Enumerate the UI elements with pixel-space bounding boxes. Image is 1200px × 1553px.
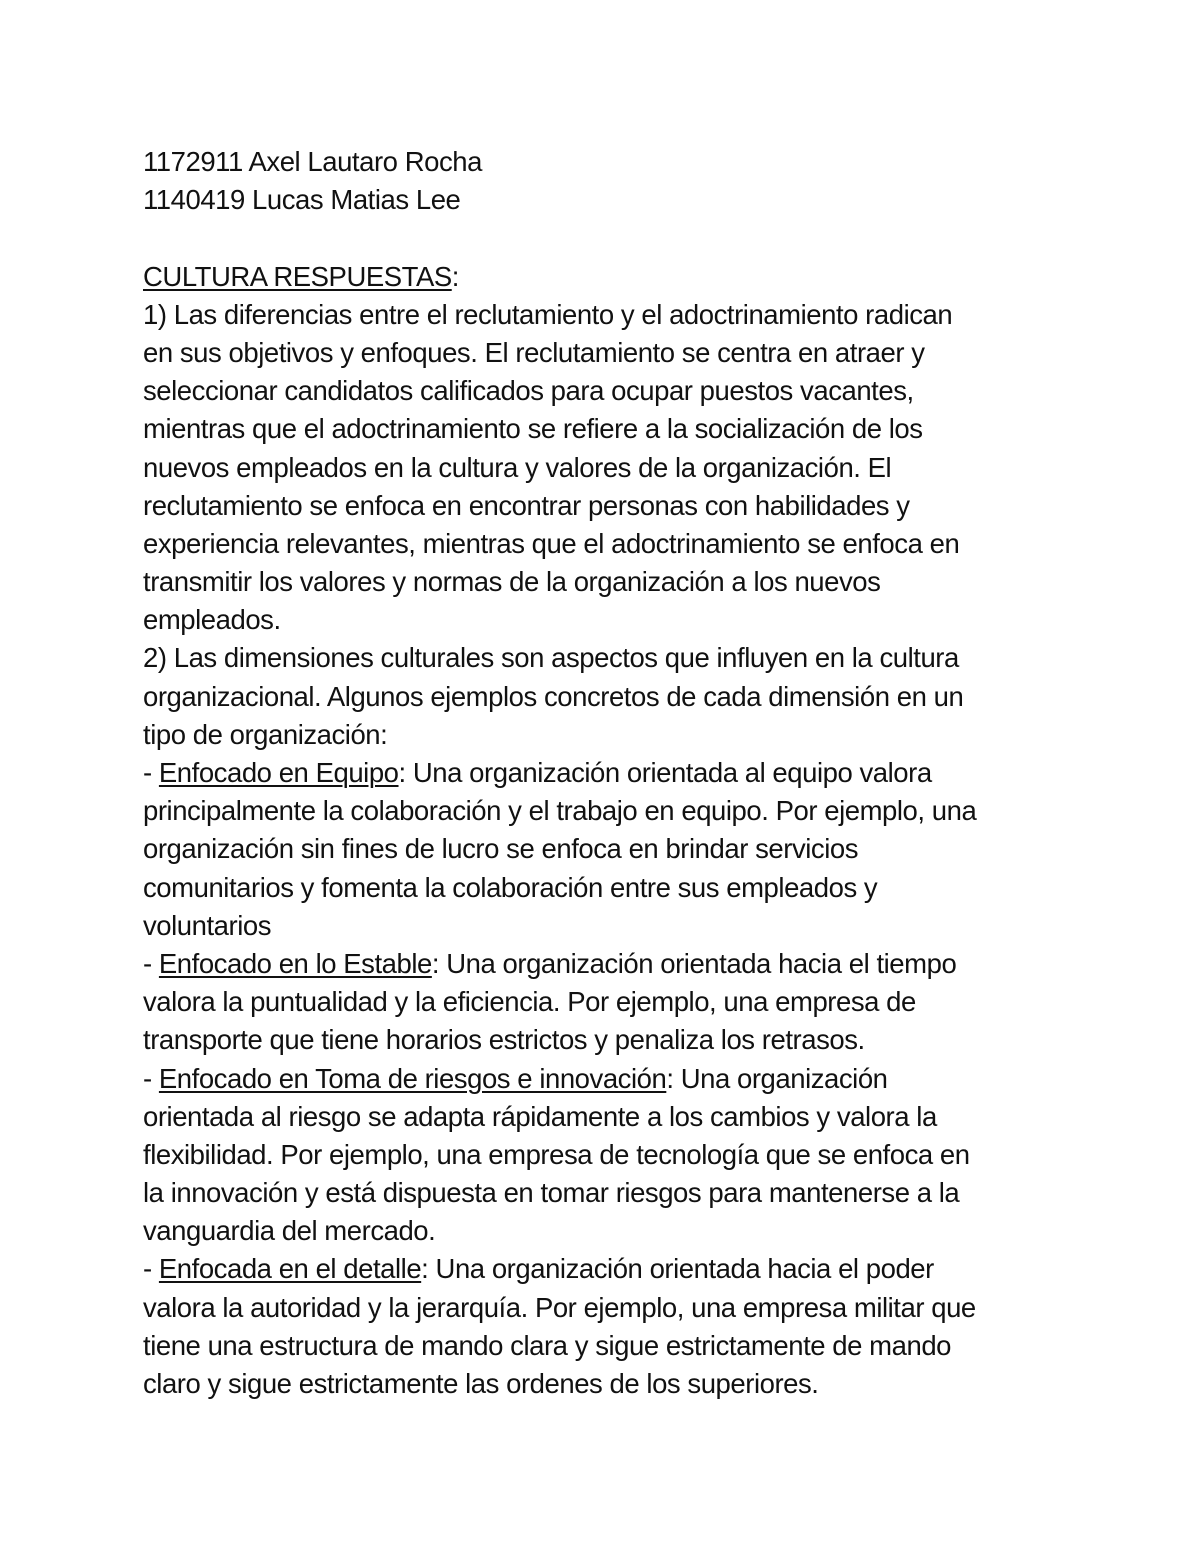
answer2-intro-line: organizacional. Algunos ejemplos concretos de cada dimensión en un xyxy=(143,680,964,712)
section-heading xyxy=(143,258,1063,296)
dimension-item-line: valora la puntualidad y la eficiencia. Por ejemplo, una empresa de xyxy=(143,986,916,1018)
dimension-text: : Una organización orientada hacia el tiempo xyxy=(431,947,957,979)
dimension-text: : Una organización orientada al equipo valora xyxy=(398,757,932,788)
dimension-item-line: principalmente la colaboración y el trabajo en equipo. Por ejemplo, una xyxy=(143,795,977,827)
list-dash: - xyxy=(143,947,159,979)
dimension-item-line: tiene una estructura de mando clara y sigue estrictamente de mando xyxy=(143,1329,952,1361)
dimension-item-line: orientada al riesgo se adapta rápidamente a los cambios y valora la xyxy=(143,1100,937,1132)
dimension-item-line: voluntarios xyxy=(143,909,272,941)
list-dash: - xyxy=(143,1062,159,1094)
document-body xyxy=(143,143,1063,1403)
author-line-1: 1172911 Axel Lautaro Rocha xyxy=(143,146,482,177)
section-heading-text: CULTURA RESPUESTAS xyxy=(143,260,452,292)
answer1-line: en sus objetivos y enfoques. El reclutamiento se centra en atraer y xyxy=(143,336,925,368)
answer2-intro-line: tipo de organización: xyxy=(143,718,388,750)
dimension-item-first-line xyxy=(143,1250,1063,1288)
dimension-item-line: organización sin fines de lucro se enfoca en brindar servicios xyxy=(143,833,859,865)
dimension-item-line: flexibilidad. Por ejemplo, una empresa de tecnología que se enfoca en xyxy=(143,1138,970,1170)
list-dash: - xyxy=(143,757,159,788)
dimension-text: : Una organización orientada hacia el poder xyxy=(421,1253,934,1285)
answer1-line: 1) Las diferencias entre el reclutamiento y el adoctrinamiento radican xyxy=(143,298,953,330)
blank-line xyxy=(143,219,1063,257)
list-dash: - xyxy=(143,1253,159,1285)
dimension-item-line: vanguardia del mercado. xyxy=(143,1215,436,1247)
dimension-item-line: la innovación y está dispuesta en tomar riesgos para mantenerse a la xyxy=(143,1177,960,1209)
answer1-line: seleccionar candidatos calificados para ocupar puestos vacantes, xyxy=(143,375,914,407)
dimension-item-first-line xyxy=(143,1060,1063,1098)
dimension-item-first-line xyxy=(143,754,1063,792)
answer1-line: transmitir los valores y normas de la organización a los nuevos xyxy=(143,566,881,598)
dimension-item-first-line xyxy=(143,945,1063,983)
dimension-text: : Una organización xyxy=(666,1062,888,1094)
dimension-term: Enfocado en lo Estable xyxy=(158,947,432,979)
dimension-term: Enfocada en el detalle xyxy=(158,1253,422,1285)
section-heading-colon: : xyxy=(451,260,459,292)
dimension-item-line: valora la autoridad y la jerarquía. Por ejemplo, una empresa militar que xyxy=(143,1291,976,1323)
answer1-line: reclutamiento se enfoca en encontrar personas con habilidades y xyxy=(143,489,910,521)
answer1-line: nuevos empleados en la cultura y valores de la organización. El xyxy=(143,451,892,483)
answer1-line: empleados. xyxy=(143,604,281,636)
answer1-line: experiencia relevantes, mientras que el adoctrinamiento se enfoca en xyxy=(143,527,960,559)
answer1-line: mientras que el adoctrinamiento se refiere a la socialización de los xyxy=(143,413,923,445)
dimension-term: Enfocado en Toma de riesgos e innovación xyxy=(158,1062,667,1094)
dimension-item-line: claro y sigue estrictamente las ordenes de los superiores. xyxy=(143,1368,819,1399)
dimension-term: Enfocado en Equipo xyxy=(158,757,399,788)
answer2-intro-line: 2) Las dimensiones culturales son aspectos que influyen en la cultura xyxy=(143,642,959,674)
dimension-item-line: comunitarios y fomenta la colaboración entre sus empleados y xyxy=(143,871,878,903)
author-line-2: 1140419 Lucas Matias Lee xyxy=(143,184,461,216)
dimension-item-line: transporte que tiene horarios estrictos y penaliza los retrasos. xyxy=(143,1024,865,1056)
